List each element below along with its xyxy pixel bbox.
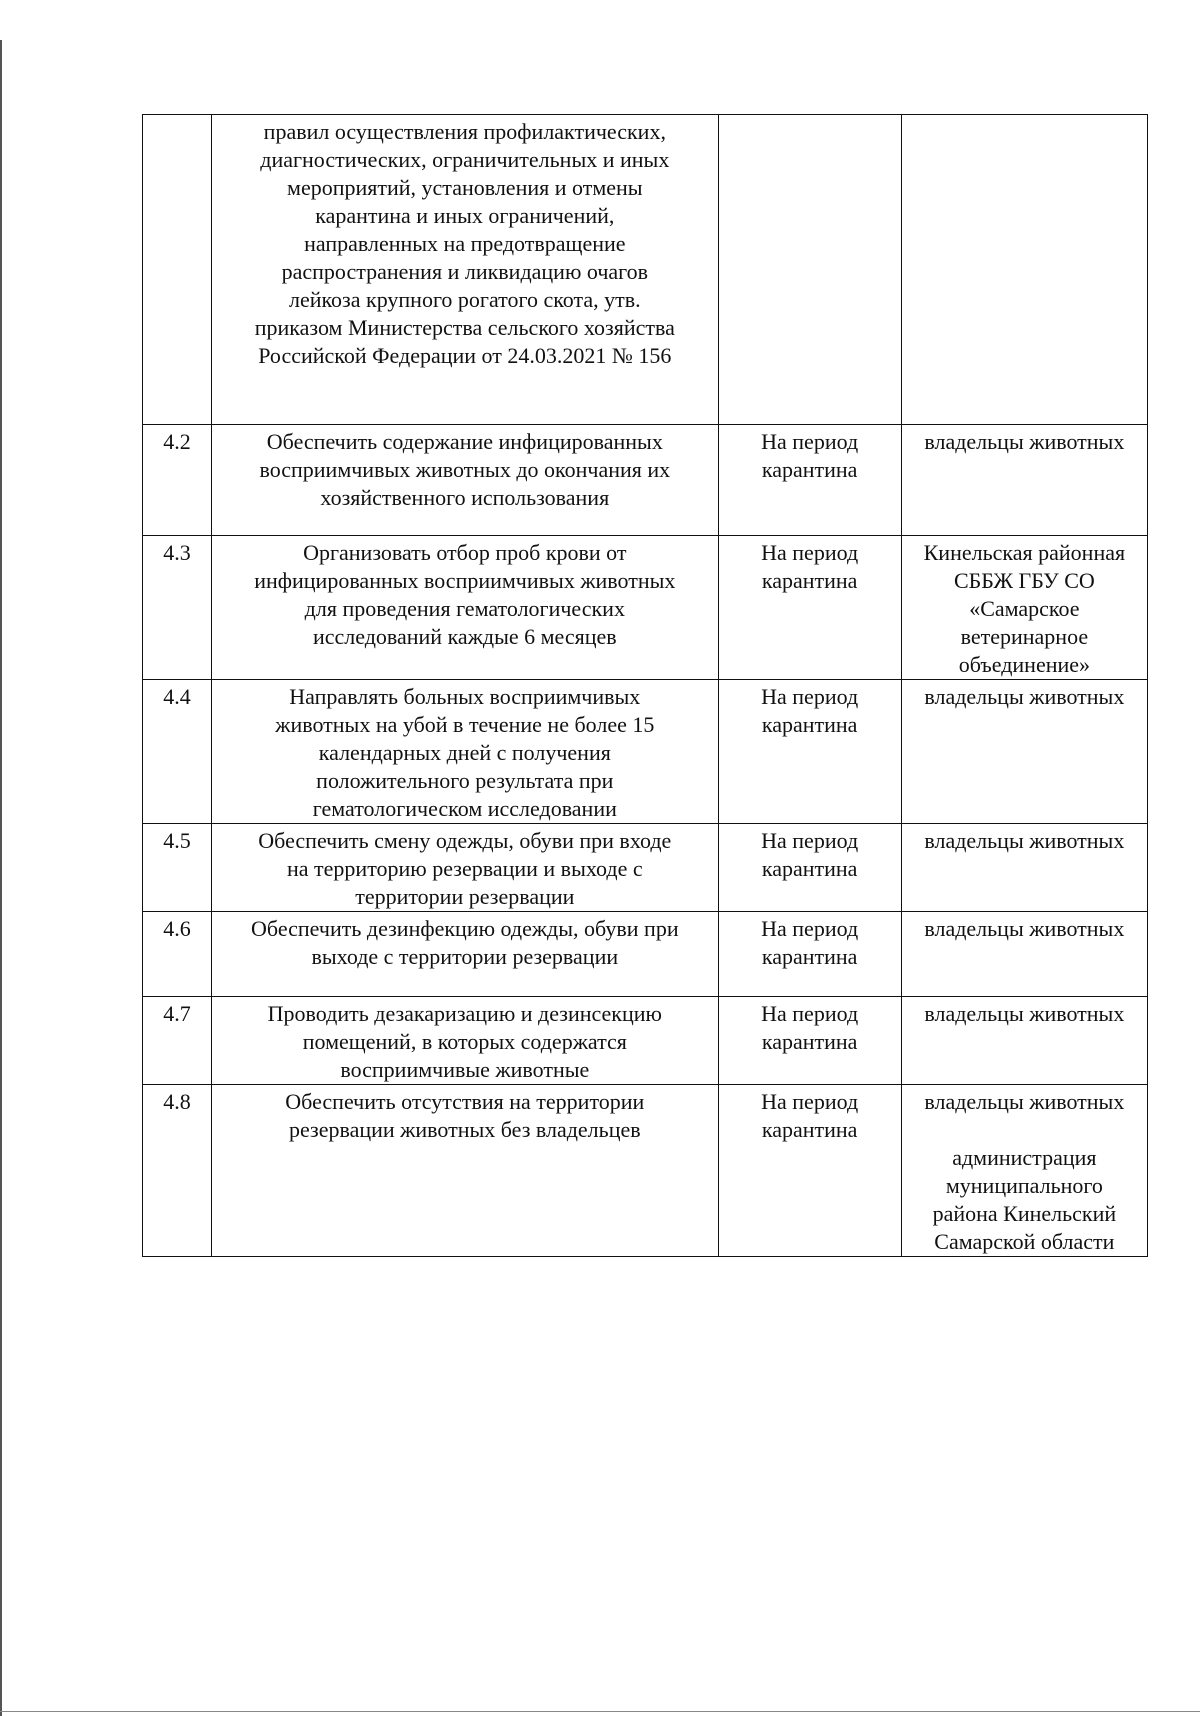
period-text-line: карантина xyxy=(761,944,858,969)
measure-text-line: восприимчивые животные xyxy=(340,1057,590,1082)
table-row xyxy=(143,536,1148,680)
table-row xyxy=(143,680,1148,824)
responsible-text-line: района Кинельский xyxy=(932,1201,1117,1226)
responsible-cell xyxy=(901,912,1147,997)
table-row xyxy=(143,1085,1148,1257)
row-number: 4.5 xyxy=(143,824,212,912)
measure-text-line: календарных дней с получения xyxy=(318,740,611,765)
table-row xyxy=(143,824,1148,912)
row-number: 4.8 xyxy=(143,1085,212,1257)
measure-text-line: гематологическом исследовании xyxy=(312,796,617,821)
row-number-cell xyxy=(143,115,212,425)
period-text-line: На период xyxy=(761,540,859,565)
period-cell xyxy=(718,997,901,1085)
measure-cell xyxy=(212,680,719,824)
measure-text-line: хозяйственного использования xyxy=(320,485,610,510)
period-cell xyxy=(718,824,901,912)
period-text-line: На период xyxy=(761,684,859,709)
row-number: 4.7 xyxy=(143,997,212,1085)
period-text-line: карантина xyxy=(761,457,858,482)
measure-text-line: положительного результата при xyxy=(316,768,614,793)
measure-text-line: диагностических, ограничительных и иных xyxy=(260,147,670,172)
period-cell xyxy=(718,536,901,680)
measures-table xyxy=(142,114,1148,1257)
row-number: 4.6 xyxy=(143,912,212,997)
measure-text-line: исследований каждые 6 месяцев xyxy=(312,624,617,649)
period-cell xyxy=(718,912,901,997)
period-cell xyxy=(718,115,901,425)
period-text-line: На период xyxy=(761,1001,859,1026)
period-cell xyxy=(718,425,901,536)
responsible-text-line: объединение» xyxy=(958,652,1091,677)
responsible-cell xyxy=(901,680,1147,824)
responsible-text-line: владельцы животных xyxy=(924,828,1125,853)
measure-cell xyxy=(212,425,719,536)
measure-text-line: на территорию резервации и выходе с xyxy=(287,856,643,881)
measure-text-line: резервации животных без владельцев xyxy=(289,1117,641,1142)
measure-cell xyxy=(212,912,719,997)
measure-text-line: Обеспечить дезинфекцию одежды, обуви при xyxy=(251,916,679,941)
responsible-text-line: муниципального xyxy=(945,1173,1103,1198)
responsible-spacer xyxy=(908,1116,1141,1144)
responsible-text-line: ветеринарное xyxy=(960,624,1089,649)
measure-cell xyxy=(212,997,719,1085)
measure-text-line: восприимчивых животных до окончания их xyxy=(259,457,671,482)
responsible-cell xyxy=(901,425,1147,536)
measure-text-line: для проведения гематологических xyxy=(304,596,625,621)
table-row xyxy=(143,997,1148,1085)
responsible-cell xyxy=(901,1085,1147,1257)
measure-text-line: Направлять больных восприимчивых xyxy=(289,684,641,709)
period-cell xyxy=(718,680,901,824)
measure-text-line: распространения и ликвидацию очагов xyxy=(281,259,649,284)
measure-text-line: помещений, в которых содержатся xyxy=(302,1029,627,1054)
responsible-text-line: владельцы животных xyxy=(924,916,1125,941)
responsible-text-line: владельцы животных xyxy=(924,1089,1125,1114)
measure-text-line: лейкоза крупного рогатого скота, утв. xyxy=(288,287,641,312)
measure-cell xyxy=(212,824,719,912)
measure-text-line: Организовать отбор проб крови от xyxy=(303,540,627,565)
period-text-line: На период xyxy=(761,916,859,941)
period-text-line: На период xyxy=(761,828,859,853)
period-text-line: На период xyxy=(761,429,859,454)
responsible-text-line: администрация xyxy=(952,1145,1097,1170)
measure-text-line: приказом Министерства сельского хозяйства xyxy=(254,315,675,340)
table-row xyxy=(143,912,1148,997)
period-text-line: карантина xyxy=(761,1029,858,1054)
responsible-text-line: Самарской области xyxy=(934,1229,1115,1254)
measure-text-line: мероприятий, установления и отмены xyxy=(287,175,643,200)
responsible-text-line: владельцы животных xyxy=(924,429,1125,454)
responsible-text-line: владельцы животных xyxy=(924,1001,1125,1026)
period-text-line: карантина xyxy=(761,568,858,593)
responsible-cell xyxy=(901,824,1147,912)
measure-text-line: направленных на предотвращение xyxy=(304,231,626,256)
row-number: 4.2 xyxy=(143,425,212,536)
scan-left-edge xyxy=(0,40,2,1716)
measure-text-line: Обеспечить смену одежды, обуви при входе xyxy=(258,828,672,853)
responsible-cell xyxy=(901,115,1147,425)
responsible-text-line: Кинельская районная xyxy=(923,540,1126,565)
responsible-text-line: СББЖ ГБУ СО xyxy=(953,568,1095,593)
row-number: 4.4 xyxy=(143,680,212,824)
period-text-line: карантина xyxy=(761,712,858,737)
measure-text-line: инфицированных восприимчивых животных xyxy=(254,568,676,593)
measure-text-line: территории резервации xyxy=(355,884,575,909)
responsible-text-line: «Самарское xyxy=(969,596,1080,621)
period-cell xyxy=(718,1085,901,1257)
responsible-cell xyxy=(901,997,1147,1085)
scan-bottom-edge xyxy=(0,1711,1200,1712)
measure-text-line: животных на убой в течение не более 15 xyxy=(275,712,655,737)
measure-text-line: Проводить дезакаризацию и дезинсекцию xyxy=(267,1001,662,1026)
measure-text-line: карантина и иных ограничений, xyxy=(315,203,615,228)
period-text-line: карантина xyxy=(761,1117,858,1142)
measure-text-line: Обеспечить содержание инфицированных xyxy=(266,429,663,454)
table-row xyxy=(143,425,1148,536)
measure-text-line: правил осуществления профилактических, xyxy=(263,119,666,144)
measure-text-line: Обеспечить отсутствия на территории xyxy=(285,1089,645,1114)
period-text-line: карантина xyxy=(761,856,858,881)
responsible-cell xyxy=(901,536,1147,680)
row-number: 4.3 xyxy=(143,536,212,680)
table-row-continuation xyxy=(143,115,1148,425)
measure-cell xyxy=(212,115,719,425)
period-text-line: На период xyxy=(761,1089,859,1114)
measure-text-line: Российской Федерации от 24.03.2021 № 156 xyxy=(258,343,672,368)
responsible-text-line: владельцы животных xyxy=(924,684,1125,709)
measure-cell xyxy=(212,536,719,680)
measure-cell xyxy=(212,1085,719,1257)
measure-text-line: выходе с территории резервации xyxy=(311,944,619,969)
